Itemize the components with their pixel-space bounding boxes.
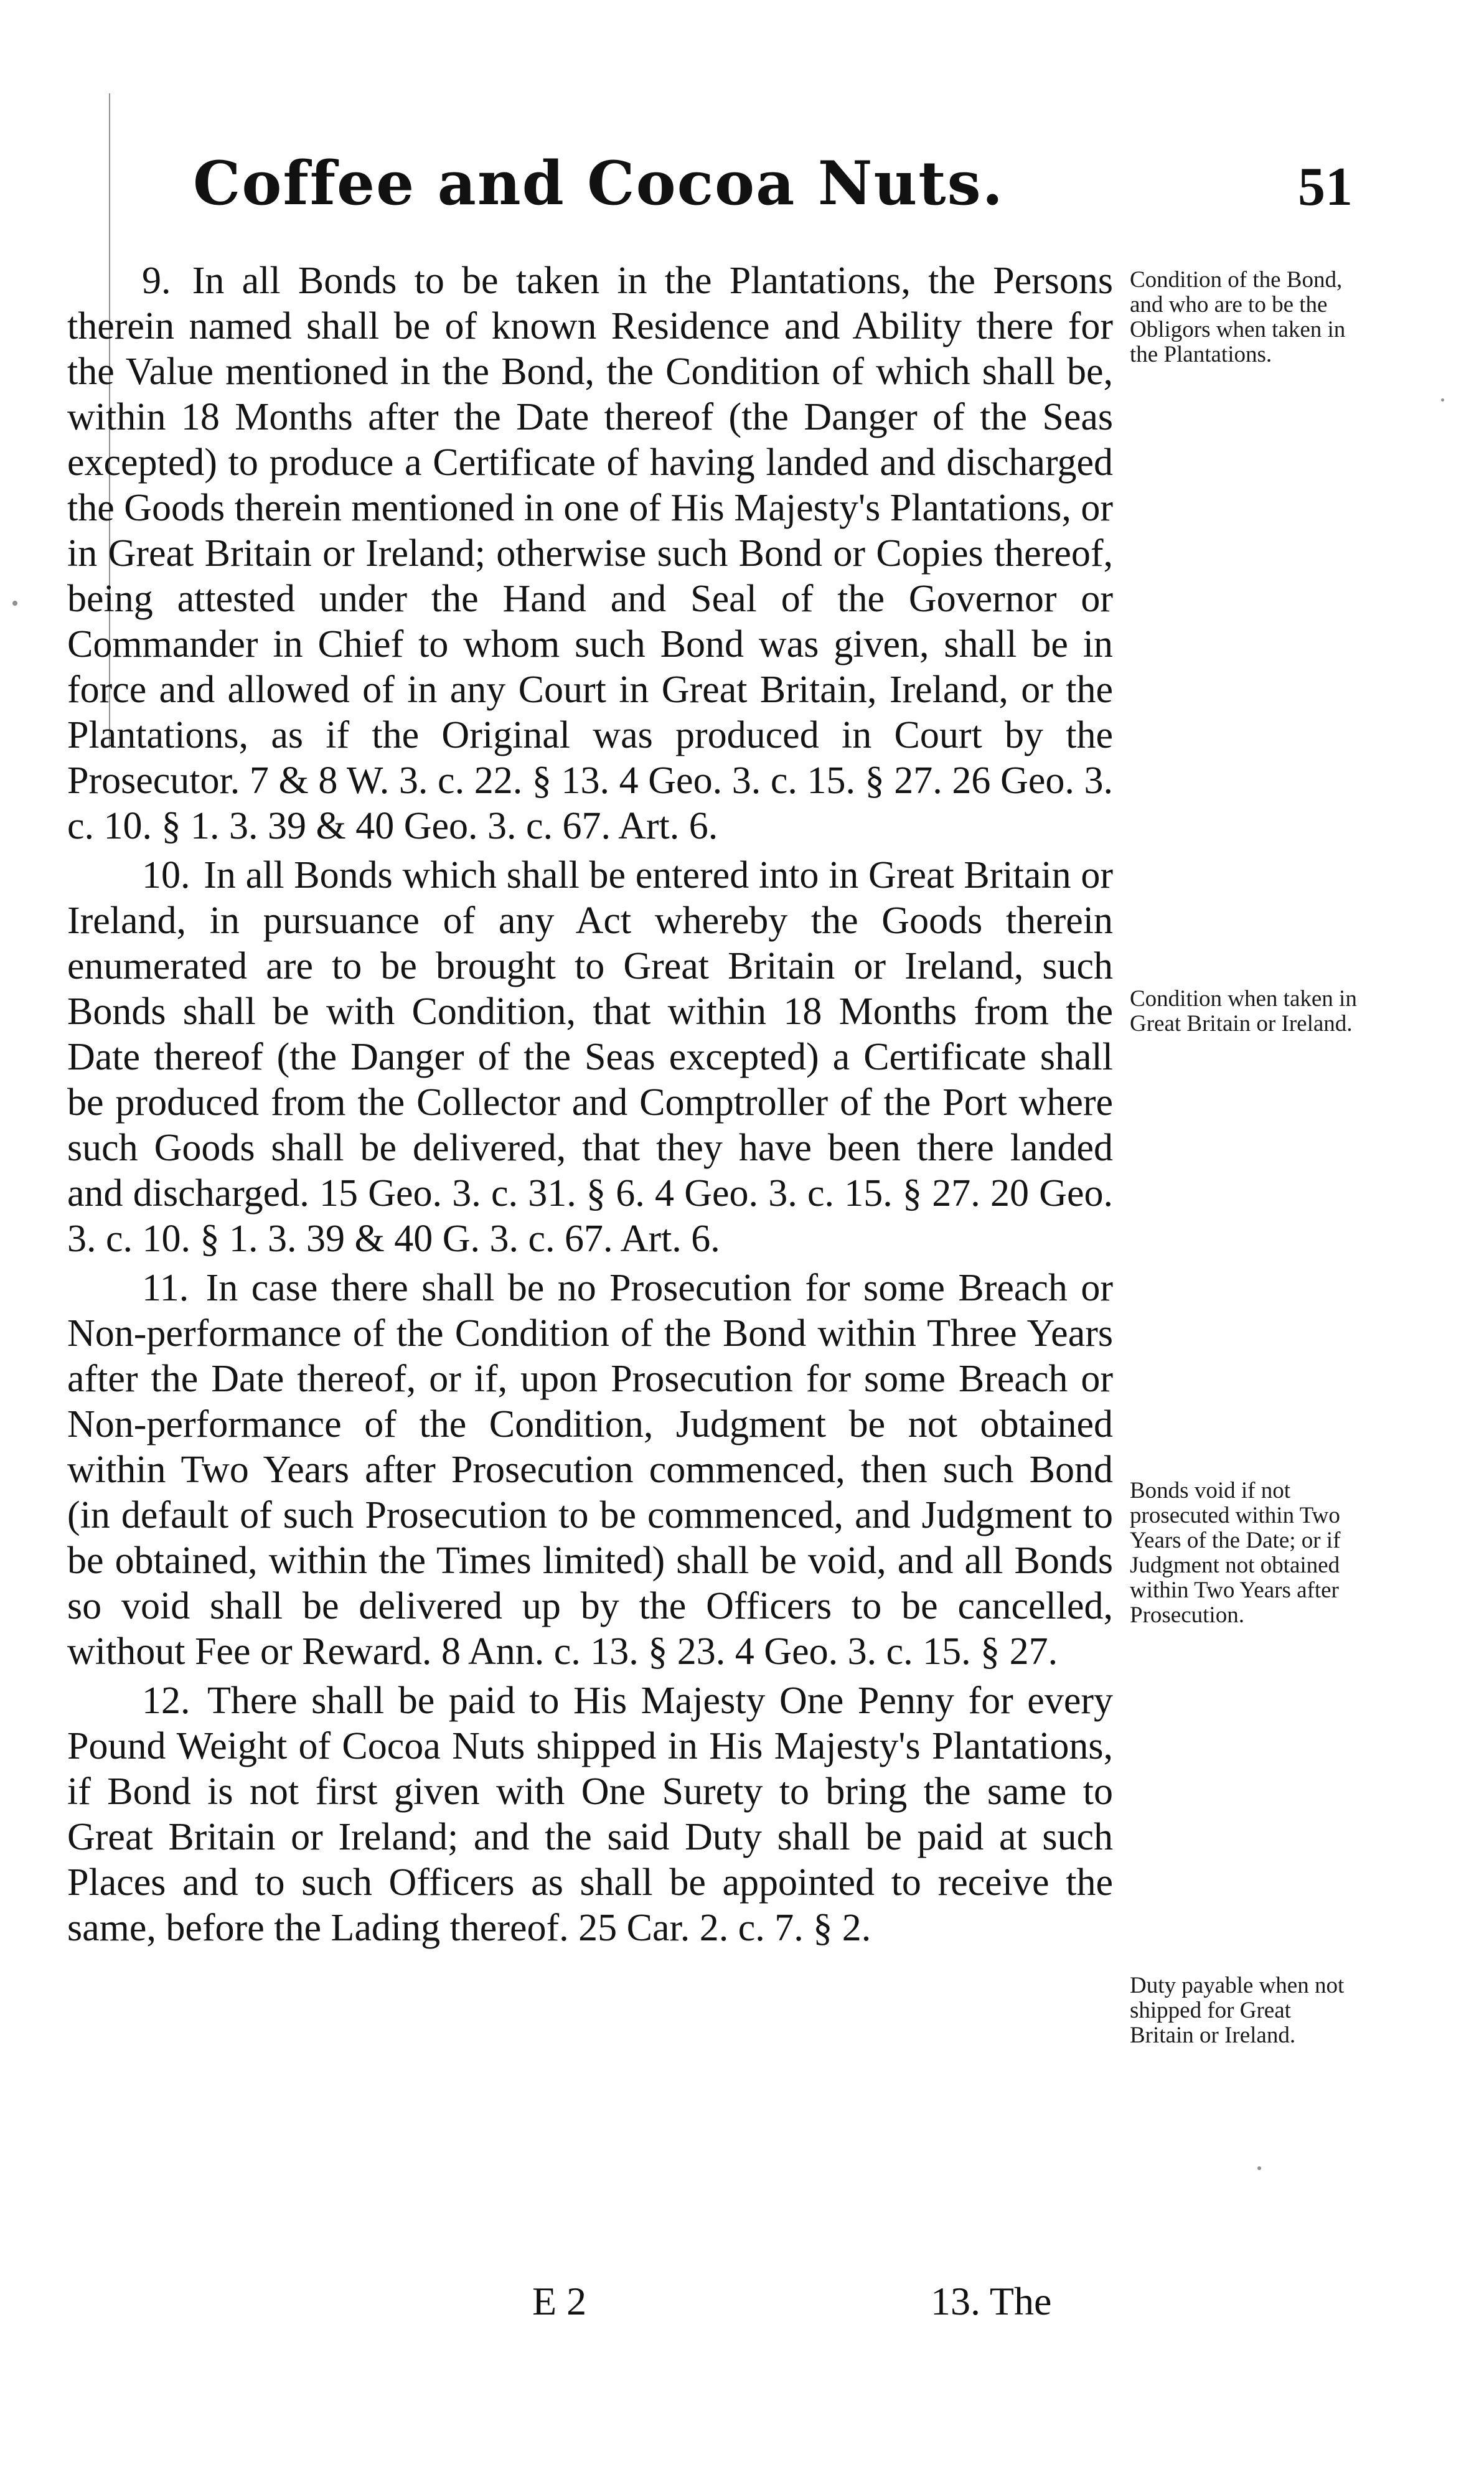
paragraph-number: 11. <box>142 1267 189 1309</box>
side-note-bond-condition: Condition of the Bond, and who are to be the Obligors when taken in the Plantations. <box>1130 267 1346 367</box>
side-note-duty-payable: Duty payable when not shipped for Great Britain or Ireland. <box>1130 1973 1345 2048</box>
side-note-bonds-void: Bonds void if not prosecuted within Two Years of the Date; or if Judgment not obtained within Two Years after Prosecution. <box>1130 1478 1341 1628</box>
paragraph-text: In all Bonds which shall be entered into in Great Britain or Ireland, in pursuance of any Act whereby the Goods therein enumerated are to be brought to Great Britain or Ireland, such Bonds shall be with Condition, that within 18 Months from the Date thereof (the Danger of the Seas excepted) a Certificate shall be produced from the Collector and Comptroller of the Port where such Goods shall be delivered, that they have been there landed and discharged. <box>67 854 1113 1215</box>
statute-citation: 8 Ann. c. 13. § 23. 4 Geo. 3. c. 15. § 27. <box>441 1630 1058 1673</box>
ink-speck <box>12 601 17 606</box>
running-head: Coffee and Cocoa Nuts. <box>193 148 1005 219</box>
catchword: 13. The <box>931 2279 1052 2323</box>
paragraph-number: 12. <box>142 1680 190 1722</box>
statute-citation: 15 Geo. 3. c. 31. § 6. 4 Geo. 3. c. 15. § 27. 20 Geo. 3. c. 10. § 1. 3. 39 & 40 G. 3. c. 67. Art. 6. <box>67 1172 1113 1260</box>
paragraph-12 <box>67 1678 1113 1951</box>
paragraph-11 <box>67 1266 1113 1675</box>
paragraph-number: 9. <box>142 260 171 302</box>
paragraph-10 <box>67 853 1113 1262</box>
paragraph-number: 10. <box>142 854 190 896</box>
paragraph-9 <box>67 258 1113 849</box>
statute-citation: 25 Car. 2. c. 7. § 2. <box>578 1907 871 1949</box>
ink-speck <box>1441 398 1444 402</box>
paragraph-text: In case there shall be no Prosecution for some Breach or Non-performance of the Condition of the Bond within Three Years after the Date thereof, or if, upon Prosecution for some Breach or Non-performance of the Condition, Judgment be not obtained within Two Years after Prosecution commenced, then such Bond (in default of such Prosecution to be commenced, and Judgment to be obtained, within the Times limited) shall be void, and all Bonds so void shall be delivered up by the Officers to be cancelled, without Fee or Reward. <box>67 1267 1114 1673</box>
page-number: 51 <box>1298 157 1353 217</box>
statute-citation: 7 & 8 W. 3. c. 22. § 13. 4 Geo. 3. c. 15. § 27. 26 Geo. 3. c. 10. § 1. 3. 39 & 40 Geo. 3. c. 67. Art. 6. <box>67 759 1114 847</box>
body-text <box>67 258 1113 1955</box>
paragraph-text: There shall be paid to His Majesty One Penny for every Pound Weight of Cocoa Nuts shipped in His Majesty's Plantations, if Bond is not first given with One Surety to bring the same to Great Britain or Ireland; and the said Duty shall be paid at such Places and to such Officers as shall be appointed to receive the same, before the Lading thereof. <box>67 1680 1113 1949</box>
paragraph-text: In all Bonds to be taken in the Plantations, the Persons therein named shall be of known Residence and Ability there for the Value mentioned in the Bond, the Condition of which shall be, within 18 Months after the Date thereof (the Danger of the Seas excepted) to produce a Certificate of having landed and discharged the Goods therein mentioned in one of His Majesty's Plantations, or in Great Britain or Ireland; otherwise such Bond or Copies thereof, being attested under the Hand and Seal of the Governor or Commander in Chief to whom such Bond was given, shall be in force and allowed of in any Court in Great Britain, Ireland, or the Plantations, as if the Original was produced in Court by the Prosecutor. <box>67 260 1113 802</box>
side-note-great-britain: Condition when taken in Great Britain or Ireland. <box>1130 986 1357 1036</box>
ink-speck <box>1257 2166 1261 2170</box>
signature-mark: E 2 <box>532 2279 587 2323</box>
